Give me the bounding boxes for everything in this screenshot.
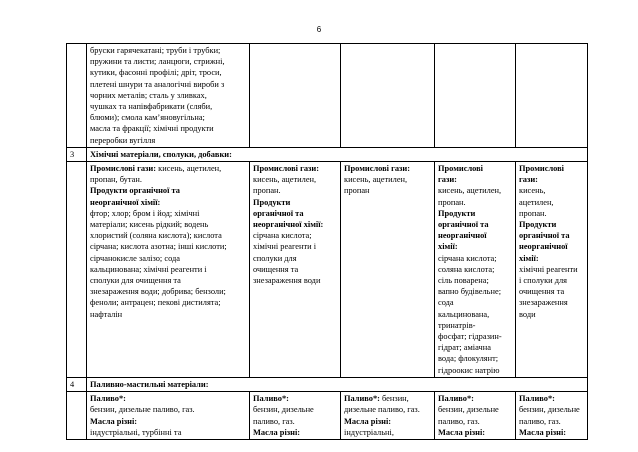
chemicals-col3 [341, 162, 435, 378]
empty-cell [516, 44, 588, 148]
label: Паливо*: [344, 394, 380, 404]
text-line: вапно будівельне; [438, 287, 502, 297]
section-header-chemicals: Хімічні матеріали, сполуки, добавки: [87, 147, 588, 161]
text-line: сірчана; кислота азотна; інші кислоти; [90, 242, 227, 252]
text-line: знезараження води [253, 276, 321, 286]
text-line: пропан, бутан. [90, 175, 142, 185]
label: Продукти [438, 208, 476, 218]
label: неорганічної хімії: [90, 197, 161, 207]
text-line: ацетилен, [519, 197, 554, 207]
label: органічної та [438, 220, 489, 230]
text-line: фосфат; гідразин- [438, 332, 502, 342]
text-line: кальцинована, [438, 309, 490, 319]
text-line: нафталін [90, 309, 123, 319]
label: неорганічної [438, 231, 487, 241]
label: Масла різні: [90, 416, 138, 426]
text-line: знезараження [519, 298, 568, 308]
fuels-col2 [250, 392, 341, 440]
text-line: сірчана кислота; [438, 253, 497, 263]
row-number-cell [67, 392, 87, 440]
text-line: масла та фракції; хімічні продукти [90, 124, 214, 134]
page-number: 6 [316, 25, 322, 34]
text-line: і сполуки для [519, 276, 568, 286]
text-line: індустріальні, [344, 427, 394, 437]
text-line: очищення та [519, 287, 565, 297]
text-line: вода; флокулянт; [438, 354, 499, 364]
text-line: дизельне паливо, газ. [344, 405, 420, 415]
label: Масла різні: [519, 427, 567, 437]
label: Паливо*: [519, 394, 555, 404]
text-line: індустріальні, турбінні та [90, 427, 182, 437]
text-line: кисень, ацетилен, [438, 186, 502, 196]
row-number-cell [67, 44, 87, 148]
text-line: кисень, ацетилен, [253, 175, 317, 185]
label: Паливо*: [438, 394, 474, 404]
row-number-cell [67, 162, 87, 378]
label: Промислові [519, 164, 564, 174]
text-line: гідроокис натрію [438, 365, 500, 375]
label: Паливо*: [253, 394, 289, 404]
text-line: бензин, дизельне [519, 405, 580, 415]
label: Масла різні: [438, 427, 486, 437]
label: Продукти [519, 220, 557, 230]
text-line: матеріали; кисень рідкий; водень [90, 220, 209, 230]
label: Промислові гази: [90, 164, 157, 174]
text-line: кисень, [519, 186, 546, 196]
label: Масла різні: [253, 427, 301, 437]
text-line: сірчанокисле залізо; сода [90, 253, 180, 263]
label: Масла різні: [344, 416, 392, 426]
empty-cell [341, 44, 435, 148]
label: хімії: [519, 253, 539, 263]
text-line: паливо, газ. [519, 416, 561, 426]
text-line: пропан [344, 186, 370, 196]
text-line: гідрат; аміачна [438, 343, 491, 353]
text-line: сірчана кислота; [253, 231, 312, 241]
table-row-chemicals [67, 162, 588, 378]
label: неорганічної хімії: [253, 220, 324, 230]
label: Промислові [438, 164, 483, 174]
text-line: кутики, фасонні профілі; дріт, троси, [90, 68, 222, 78]
text-line: соляна кислота; [438, 264, 495, 274]
label: Паливо*: [90, 394, 126, 404]
label: хімії: [438, 242, 458, 252]
text-line: чорних металів; сталь у зливках, [90, 90, 207, 100]
text-line: сіль поварена; [438, 276, 489, 286]
row-number: 4 [67, 377, 87, 391]
text-line: бруски гарячекатані; труби і трубки; [90, 46, 221, 55]
label: Продукти [253, 197, 291, 207]
empty-cell [435, 44, 516, 148]
text-line: очищення та [253, 264, 299, 274]
fuels-col3: Паливо*: бензин, дизельне паливо, газ. Масла різні: індустріальні, [341, 392, 435, 440]
text-line: бензин, дизельне [253, 405, 314, 415]
text-line: тринатрів- [438, 320, 476, 330]
chemicals-col2 [250, 162, 341, 378]
chemicals-col1: Промислові гази: кисень, ацетилен, пропан, бутан. Продукти органічної та неорганічної хімії: фтор; хлор; бром і йод; хімічні матеріали; кисень рідкий; водень хлористий (соляна кислота); кислота сірчана; кислота азотна; інші кислоти; сірчанокисле залізо; сода кальцинована; хімічні реагенти і сполуки для очищення та знезараження води; добрива; бензоли; феноли; антрацен; пекові дистилята; нафталін [87, 162, 250, 378]
text-line: сполуки для очищення та [90, 276, 181, 286]
table-row-fuels [67, 392, 588, 440]
label: гази: [519, 175, 538, 185]
label: органічної та [253, 208, 304, 218]
text-line: паливо, газ. [438, 416, 480, 426]
text-line: знезараження води; добрива; бензоли; [90, 287, 226, 297]
label: Промислові гази: [253, 164, 320, 174]
text-line: плетені шнури та аналогічні вироби з [90, 79, 225, 89]
text-line: чушках та напівфабрикати (сляби, [90, 102, 213, 112]
fuels-col4 [435, 392, 516, 440]
table-row-continuation [67, 44, 588, 148]
text-line: хімічні реагенти і [253, 242, 317, 252]
label: неорганічної [519, 242, 568, 252]
text-line: феноли; антрацен; пекові дистилята; [90, 298, 221, 308]
label: Продукти органічної та [90, 186, 180, 196]
text-line: паливо, газ. [253, 416, 295, 426]
chemicals-col5 [516, 162, 588, 378]
label: Промислові гази: [344, 164, 411, 174]
section-header-fuels: Паливно-мастильні матеріали: [87, 377, 588, 391]
table-row-section-header [67, 377, 588, 391]
table-row-section-header [67, 147, 588, 161]
row-number: 3 [67, 147, 87, 161]
text-line: блюми); смола кам’яновугільна; [90, 113, 205, 123]
text-line: бензин, дизельне [438, 405, 499, 415]
fuels-col1 [87, 392, 250, 440]
text-line: сода [438, 298, 454, 308]
text-line: бензин, дизельне паливо, газ. [90, 405, 195, 415]
materials-table [66, 43, 588, 440]
text-line: кисень, ацетилен, [344, 175, 408, 185]
text-line: пропан. [519, 208, 547, 218]
continuation-materials-cell [87, 44, 250, 148]
text-line: переробки вугілля [90, 135, 156, 145]
text-line: пропан. [253, 186, 281, 196]
label: гази: [438, 175, 457, 185]
text-line: пружини та листи; ланцюги, стрижні, [90, 57, 225, 67]
text-line: пропан. [438, 197, 466, 207]
text-line: фтор; хлор; бром і йод; хімічні [90, 208, 200, 218]
text-line: води [519, 309, 536, 319]
empty-cell [250, 44, 341, 148]
text-line: хлористий (соляна кислота); кислота [90, 231, 222, 241]
text-line: сполуки для [253, 253, 297, 263]
fuels-col5 [516, 392, 588, 440]
text-line: хімічні реагенти [519, 264, 578, 274]
text-line: кальцинована; хімічні реагенти і [90, 264, 207, 274]
label: органічної та [519, 231, 570, 241]
chemicals-col4 [435, 162, 516, 378]
